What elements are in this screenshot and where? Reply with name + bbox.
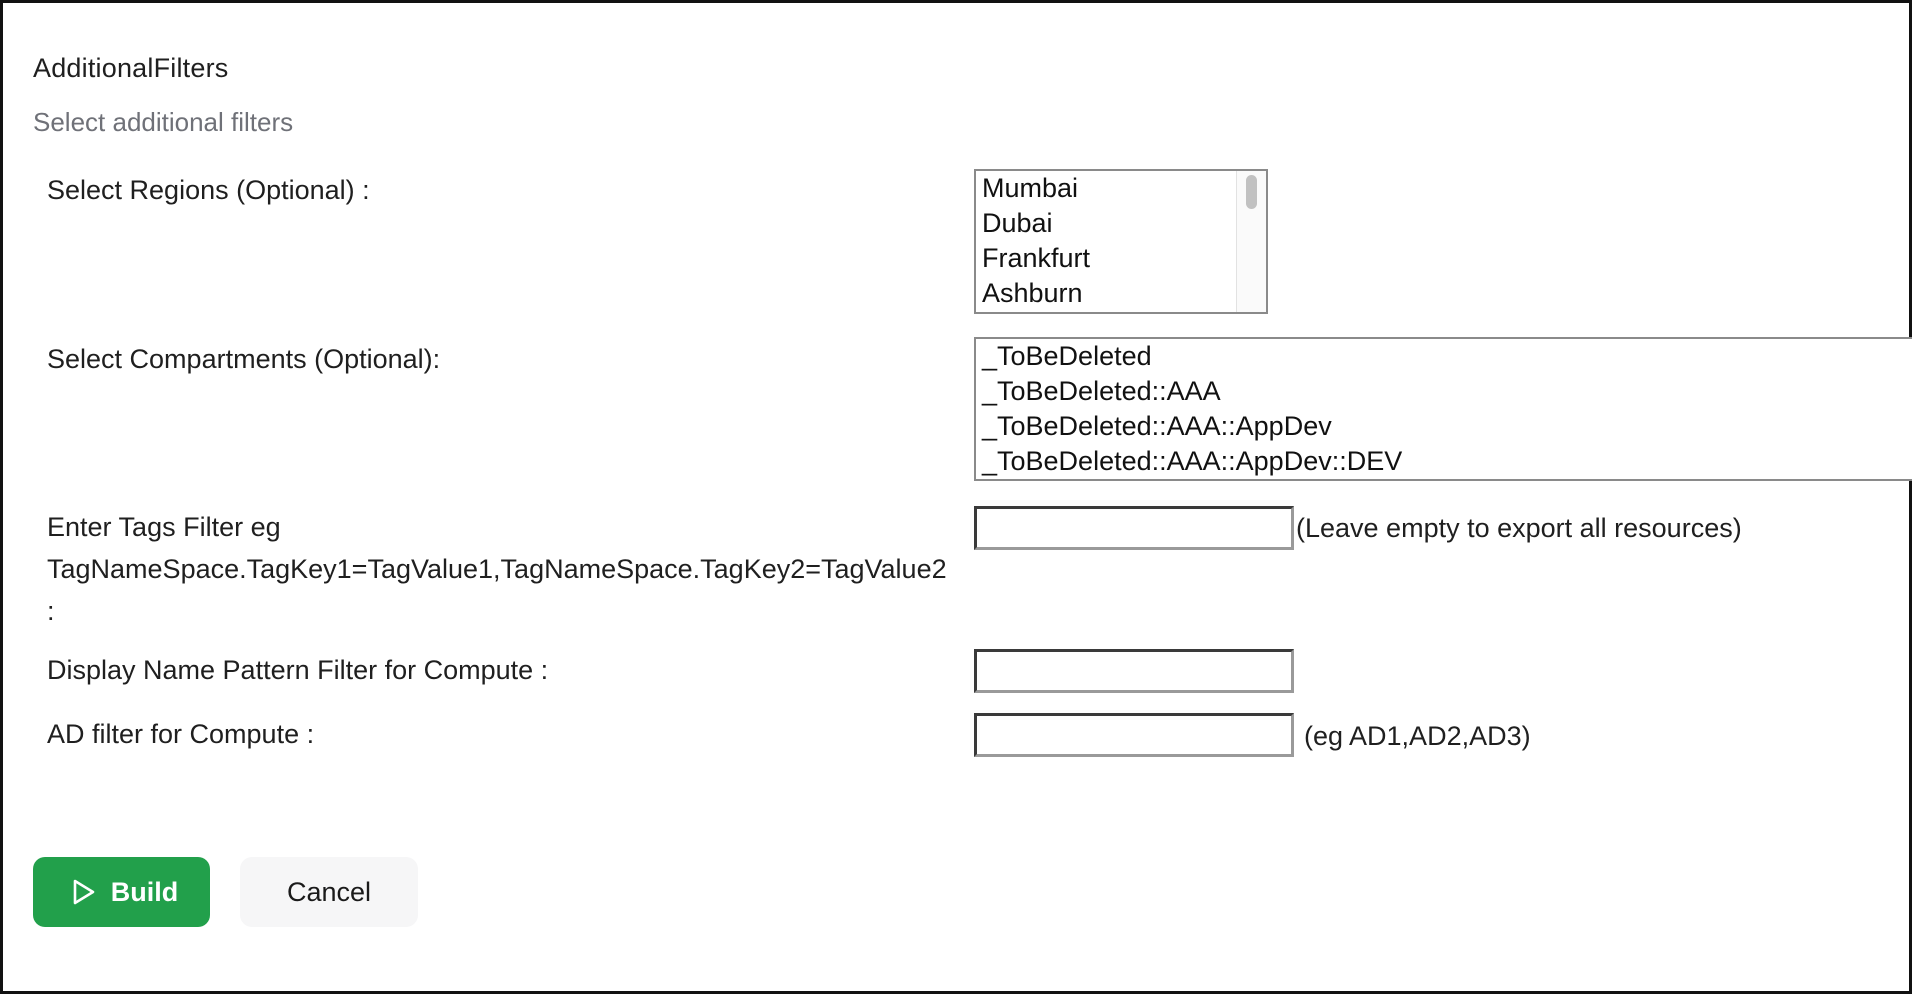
tags-filter-label-line2: TagNameSpace.TagKey1=TagValue1,TagNameSpace.TagKey2=TagValue2	[47, 554, 947, 584]
region-option[interactable]: Ashburn	[982, 278, 1083, 308]
tags-filter-hint: (Leave empty to export all resources)	[1296, 513, 1742, 543]
cancel-button[interactable]: Cancel	[240, 857, 418, 927]
compartments-listbox[interactable]	[974, 337, 1912, 481]
ad-filter-hint: (eg AD1,AD2,AD3)	[1304, 721, 1531, 751]
play-icon	[69, 878, 97, 906]
compartments-label: Select Compartments (Optional):	[47, 344, 441, 374]
compartment-option[interactable]: _ToBeDeleted::AAA::AppDev::DEV	[982, 446, 1403, 476]
ad-filter-label: AD filter for Compute :	[47, 719, 315, 749]
region-option[interactable]: Dubai	[982, 208, 1053, 238]
display-name-filter-input[interactable]	[974, 649, 1294, 693]
build-button-label: Build	[110, 876, 179, 907]
compartment-option[interactable]: _ToBeDeleted	[982, 341, 1152, 371]
build-button[interactable]	[33, 857, 210, 927]
regions-scrollbar-thumb[interactable]	[1246, 175, 1257, 209]
region-option[interactable]: Mumbai	[982, 173, 1079, 203]
display-name-filter-label: Display Name Pattern Filter for Compute :	[47, 655, 549, 685]
section-subtitle: Select additional filters	[33, 107, 294, 137]
compartment-option[interactable]: _ToBeDeleted::AAA	[982, 376, 1221, 406]
tags-filter-label	[47, 506, 967, 632]
tags-filter-label-line1: Enter Tags Filter eg	[47, 512, 281, 542]
region-option[interactable]: Frankfurt	[982, 243, 1091, 273]
regions-scrollbar[interactable]	[1236, 171, 1266, 312]
tags-filter-label-line3: :	[47, 596, 55, 626]
ad-filter-input[interactable]	[974, 713, 1294, 757]
tags-filter-input[interactable]	[974, 506, 1294, 550]
regions-label: Select Regions (Optional) :	[47, 175, 370, 205]
section-title: AdditionalFilters	[33, 53, 229, 83]
compartment-option[interactable]: _ToBeDeleted::AAA::AppDev	[982, 411, 1332, 441]
regions-listbox[interactable]	[974, 169, 1268, 314]
